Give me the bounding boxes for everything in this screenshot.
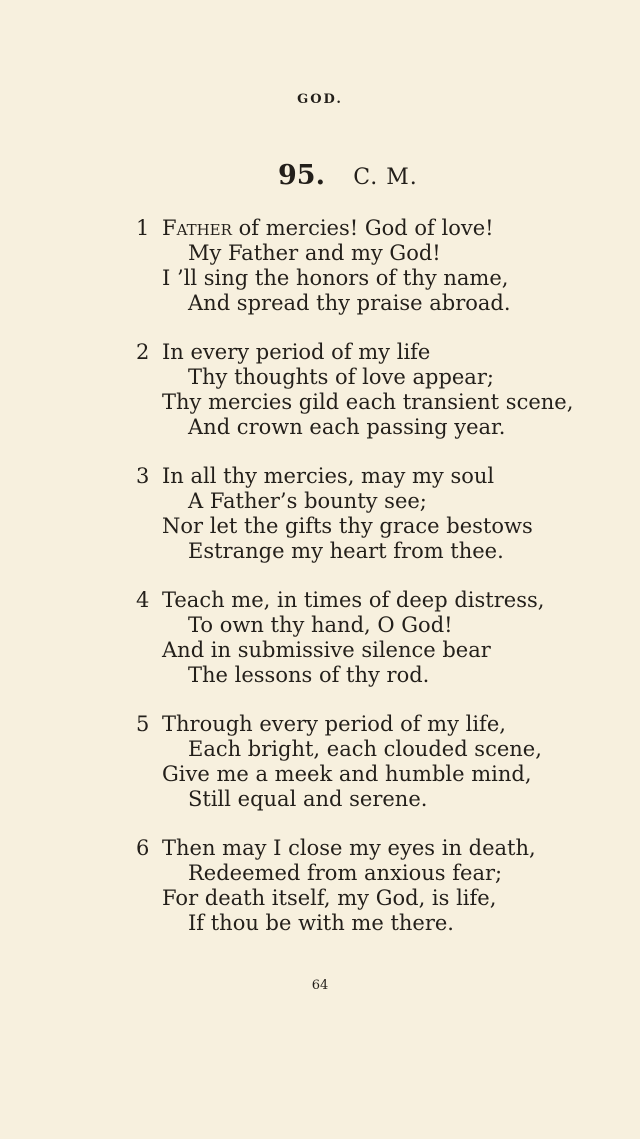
stanza-line: In every period of my life: [162, 340, 431, 364]
stanza-number: 6: [136, 836, 150, 860]
stanza-line: And crown each passing year.: [188, 415, 506, 439]
stanza-number: 3: [136, 464, 150, 488]
stanza-line: My Father and my God!: [188, 241, 441, 265]
stanza-line: Still equal and serene.: [188, 787, 428, 811]
stanza-4: [0, 588, 640, 712]
stanza-6: [0, 836, 640, 960]
line-rest: of mercies! God of love!: [231, 216, 494, 240]
stanza-line: Through every period of my life,: [162, 712, 506, 736]
stanza-line: A Father’s bounty see;: [188, 489, 427, 513]
stanza-line: The lessons of thy rod.: [188, 663, 430, 687]
stanza-2: [0, 340, 640, 464]
stanza-line: Nor let the gifts thy grace bestows: [162, 514, 533, 538]
stanza-number: 5: [136, 712, 150, 736]
stanza-1: [0, 216, 640, 340]
stanza-list: [0, 216, 640, 960]
stanza-line: Redeemed from anxious fear;: [188, 861, 503, 885]
running-head: GOD.: [297, 92, 343, 107]
stanza-3: [0, 464, 640, 588]
stanza-line: Thy thoughts of love appear;: [188, 365, 494, 389]
stanza-line: Estrange my heart from thee.: [188, 539, 504, 563]
stanza-number: 2: [136, 340, 150, 364]
stanza-5: [0, 712, 640, 836]
stanza-line: Then may I close my eyes in death,: [162, 836, 536, 860]
stanza-line: And spread thy praise abroad.: [188, 291, 511, 315]
stanza-line: And in submissive silence bear: [162, 638, 491, 662]
stanza-line: Each bright, each clouded scene,: [188, 737, 542, 761]
stanza-number: 4: [136, 588, 150, 612]
stanza-line: Give me a meek and humble mind,: [162, 762, 532, 786]
stanza-line: [162, 216, 494, 241]
hymn-meter: C. M.: [353, 165, 418, 190]
hymn-number: 95.: [278, 160, 325, 191]
stanza-line: I ’ll sing the honors of thy name,: [162, 266, 509, 290]
page-number: 64: [311, 978, 329, 993]
stanza-line: To own thy hand, O God!: [188, 613, 453, 637]
small-caps-opening: Father: [162, 216, 232, 240]
hymn-heading: [278, 160, 418, 191]
stanza-line: In all thy mercies, may my soul: [162, 464, 495, 488]
stanza-line: Thy mercies gild each transient scene,: [162, 390, 574, 414]
stanza-line: For death itself, my God, is life,: [162, 886, 497, 910]
stanza-line: Teach me, in times of deep distress,: [162, 588, 545, 612]
stanza-line: If thou be with me there.: [188, 911, 454, 935]
stanza-number: 1: [136, 216, 150, 240]
